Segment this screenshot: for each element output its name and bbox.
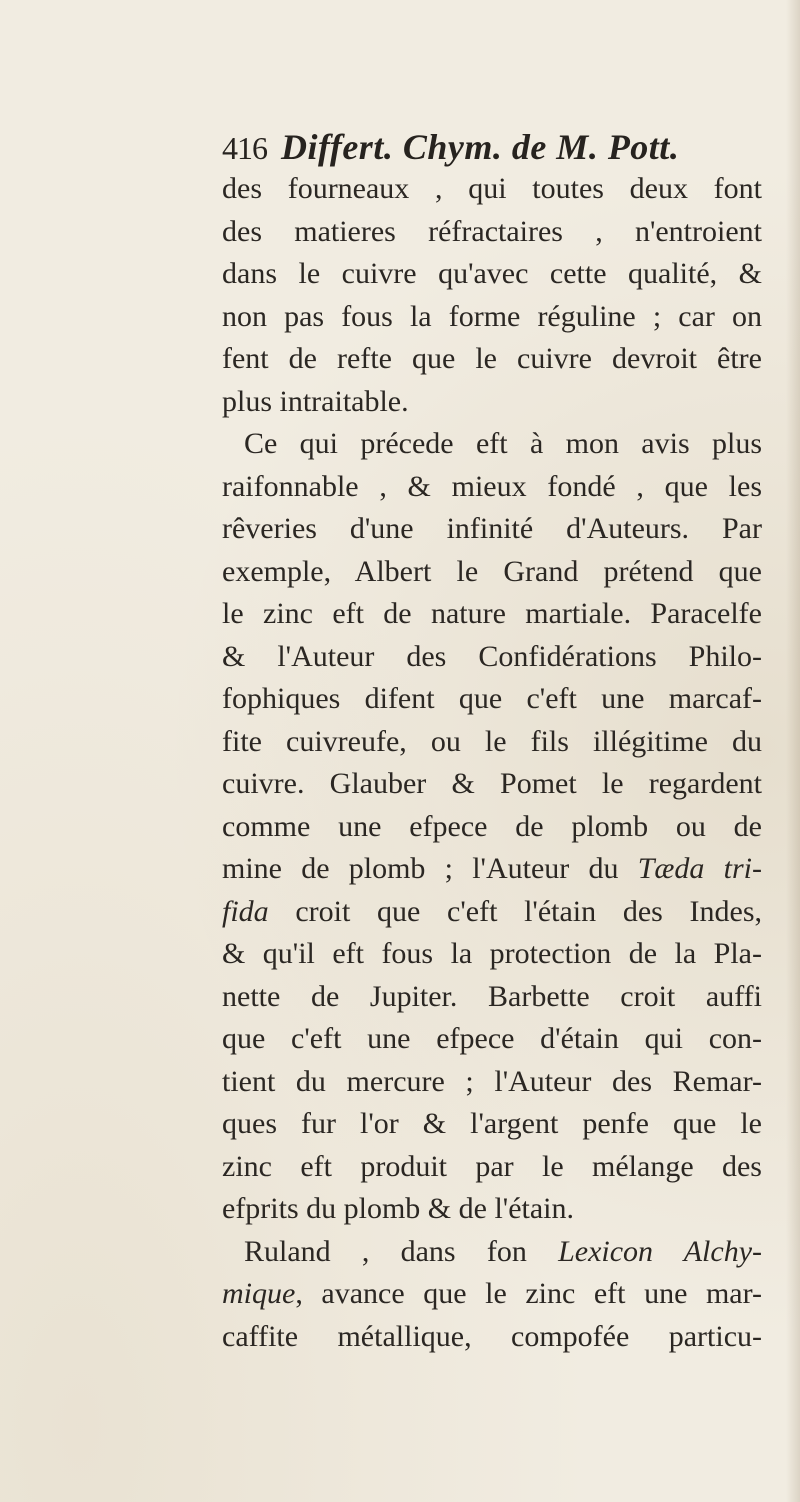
text-line: dans le cuivre qu'avec cette qualité, &: [222, 257, 762, 290]
text-line: zinc eft produit par le mélange des: [222, 1149, 762, 1183]
text-segment: Ruland , dans fon: [244, 1234, 559, 1268]
italic-title-segment: mique: [222, 1277, 296, 1310]
text-line: ques fur l'or & l'argent penfe que le: [222, 1107, 762, 1140]
italic-title-segment: Lexicon Alchy-: [558, 1234, 762, 1268]
text-line: le zinc eft de nature martiale. Paracelfe: [222, 597, 762, 630]
text-line: fophiques difent que c'eft une marcaf-: [222, 682, 762, 715]
text-line: [222, 1231, 762, 1274]
text-line: cuivre. Glauber & Pomet le regardent: [222, 767, 762, 800]
text-line: nette de Jupiter. Barbette croit auffi: [222, 979, 762, 1013]
text-line: des matieres réfractaires , n'entroient: [222, 214, 762, 248]
text-line: plus intraitable.: [222, 384, 409, 418]
running-header: [222, 126, 679, 168]
text-line: rêveries d'une infinité d'Auteurs. Par: [222, 512, 762, 545]
text-segment: , avance que le zinc eft une mar-: [295, 1277, 762, 1310]
text-segment: mine de plomb ; l'Auteur du: [222, 852, 638, 885]
text-line: caffite métallique, compofée particu-: [222, 1319, 762, 1353]
text-line: comme une efpece de plomb ou de: [222, 809, 762, 843]
text-line: des fourneaux , qui toutes deux font: [222, 172, 762, 205]
italic-title-segment: fida: [222, 894, 269, 928]
running-head-title: Differt. Chym. de M. Pott.: [281, 127, 680, 167]
italic-title-segment: Tæda tri-: [637, 852, 762, 885]
text-line: [222, 891, 762, 934]
text-line: raifonnable , & mieux fondé , que les: [222, 469, 762, 503]
text-line: & qu'il eft fous la protection de la Pla-: [222, 937, 762, 970]
text-line: tient du mercure ; l'Auteur des Remar-: [222, 1064, 762, 1098]
text-line: & l'Auteur des Confidérations Philo-: [222, 639, 762, 673]
text-line: fite cuivreufe, ou le fils illégitime du: [222, 724, 762, 758]
text-line: Ce qui précede eft à mon avis plus: [244, 427, 762, 460]
text-line: fent de refte que le cuivre devroit être: [222, 342, 762, 375]
text-line: efprits du plomb & de l'étain.: [222, 1192, 575, 1225]
body-text: [222, 168, 762, 1358]
page-number: 416: [222, 130, 267, 166]
text-line: exemple, Albert le Grand prétend que: [222, 554, 762, 588]
page-edge-shadow: [786, 0, 800, 1502]
text-line: [222, 848, 762, 891]
text-line: [222, 1273, 762, 1316]
text-line: non pas fous la forme réguline ; car on: [222, 299, 762, 333]
text-line: que c'eft une efpece d'étain qui con-: [222, 1022, 762, 1055]
text-segment: croit que c'eft l'étain des Indes,: [268, 894, 762, 928]
